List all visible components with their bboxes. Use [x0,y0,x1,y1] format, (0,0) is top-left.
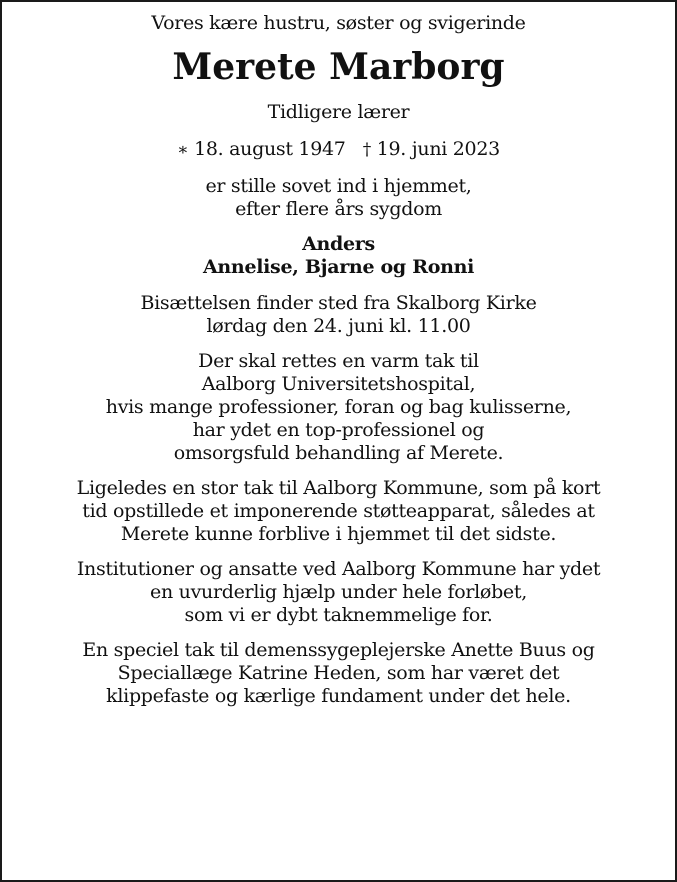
thanks-hospital [8,350,669,465]
text-line: har ydet en top-professionel og [192,419,485,441]
text-line: efter flere års sygdom [235,198,442,220]
thanks-special [8,639,669,708]
thanks-institutions [8,558,669,627]
text-line: omsorgsfuld behandling af Merete. [173,442,504,464]
funeral-info [8,292,669,338]
mourner-name: Anders [302,233,375,255]
text-line: Institutioner og ansatte ved Aalborg Kommune har ydet [76,558,601,580]
text-line: hvis mange professioner, foran og bag kulisserne, [105,396,572,418]
thanks-municipality [8,477,669,546]
text-line: Speciallæge Katrine Heden, som har været det [117,662,560,684]
mourner-name: Annelise, Bjarne og Ronni [202,256,475,278]
text-line: en uvurderlig hjælp under hele forløbet, [150,581,527,603]
text-line: Bisættelsen finder sted fra Skalborg Kirke [140,292,537,314]
birth-star-icon: ∗ [177,140,189,160]
text-line: En speciel tak til demenssygeplejerske Anette Buus og [82,639,595,661]
death-date: 19. juni 2023 [376,138,500,160]
birth-date: 18. august 1947 [194,138,346,160]
death-cross-icon: † [362,140,371,160]
profession-text: Tidligere lærer [267,101,410,123]
passing-text [8,175,669,221]
text-line: klippefaste og kærlige fundament under det hele. [106,685,571,707]
deceased-name: Merete Marborg [172,46,505,88]
life-dates [8,138,669,162]
text-line: Der skal rettes en varm tak til [198,350,479,372]
text-line: Ligeledes en stor tak til Aalborg Kommune, som på kort [76,477,601,499]
text-line: Aalborg Universitetshospital, [201,373,476,395]
intro-text: Vores kære hustru, søster og svigerinde [151,12,526,34]
mourners-list [8,233,669,279]
text-line: er stille sovet ind i hjemmet, [205,175,472,197]
text-line: som vi er dybt taknemmelige for. [184,604,493,626]
text-line: tid opstillede et imponerende støtteapparat, således at [82,500,595,522]
text-line: Merete kunne forblive i hjemmet til det sidste. [120,523,557,545]
text-line: lørdag den 24. juni kl. 11.00 [206,315,471,337]
